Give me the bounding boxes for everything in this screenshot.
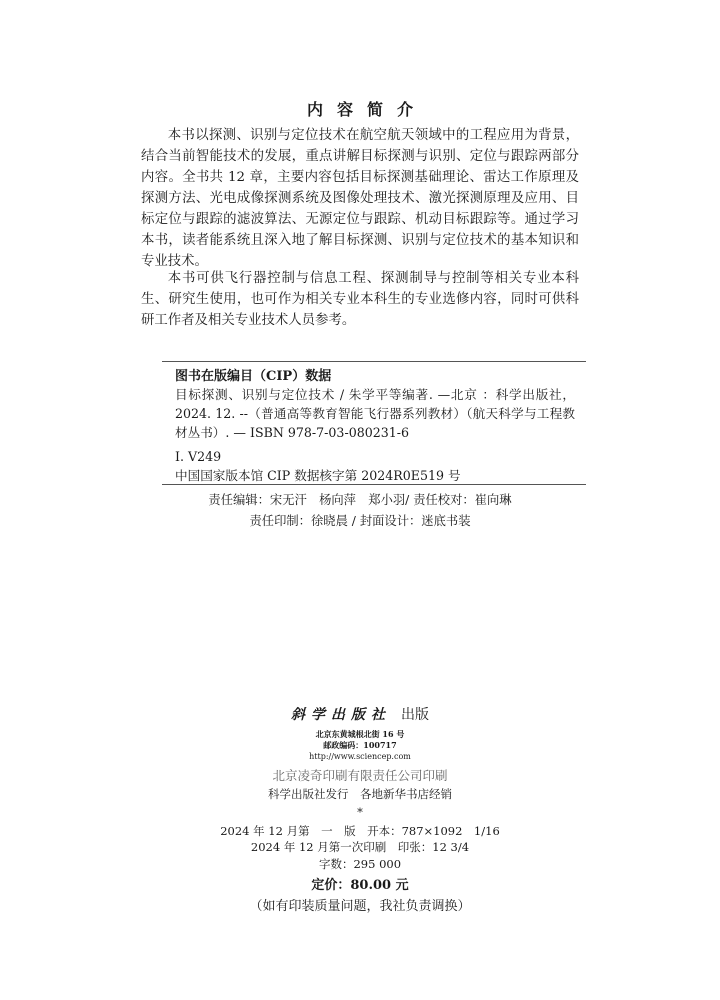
cip-heading: 图书在版编目（CIP）数据 <box>175 369 332 384</box>
publisher-suffix: 出版 <box>401 707 429 723</box>
cip-classification: Ⅰ. V249 <box>175 449 222 464</box>
cip-bottom-divider <box>162 484 586 485</box>
separator-star: * <box>357 805 363 819</box>
intro-text-1: 本书以探测、识别与定位技术在航空航天领域中的工程应用为背景，结合当前智能技术的发展，重点讲解目标探测与识别、定位与跟踪两部分内容。全书共 12 章，主要内容包括目标探测基础理论、雷达工作原理及探测方法、光电成像探测系统及图像处理技术、激光探测原理及应用、目标定位与跟踪的滤波算法、无源定位与跟踪、机动目标跟踪等。通过学习本书，读者能系统且深入地了解目标探测、识别与定位技术的基本知识和专业技术。 <box>141 128 579 269</box>
printing-info: 2024 年 12 月第一次印刷 印张：12 3/4 <box>250 840 470 854</box>
intro-paragraph-2 <box>141 268 579 331</box>
cip-record-number: 中国国家版本馆 CIP 数据核字第 2024R0E519 号 <box>175 468 461 483</box>
intro-paragraph-1 <box>141 125 579 272</box>
edition-info: 2024 年 12 月第 一 版 开本：787×1092 1/16 <box>220 824 500 838</box>
cip-top-divider <box>162 361 586 362</box>
publisher-line <box>0 704 720 724</box>
intro-text-2: 本书可供飞行器控制与信息工程、探测制导与控制等相关专业本科生、研究生使用，也可作为相关专业本科生的专业选修内容，同时可供科研工作者及相关专业技术人员参考。 <box>141 271 579 328</box>
publisher-address: 北京东黄城根北街 16 号 <box>315 729 405 739</box>
cip-record-body: 目标探测、识别与定位技术 / 朱学平等编著. —北京 ：科学出版社，2024. 12. --（普通高等教育智能飞行器系列教材）（航天科学与工程教材丛书）. — ISBN 978-7-03-080231-6 <box>175 387 575 440</box>
publisher-postcode: 邮政编码：100717 <box>323 740 397 750</box>
credits-production: 责任印制：徐晓晨 / 封面设计：迷底书装 <box>249 514 471 528</box>
distribution: 科学出版社发行 各地新华书店经销 <box>268 787 452 801</box>
word-count: 字数：295 000 <box>318 857 402 871</box>
quality-notice: （如有印装质量问题，我社负责调换） <box>249 899 471 914</box>
credits-editors: 责任编辑：宋无汗 杨向萍 郑小羽/ 责任校对：崔向琳 <box>208 493 512 507</box>
publisher-logo: 斜学出版社 <box>291 707 391 723</box>
printer: 北京凌奇印刷有限责任公司印刷 <box>272 768 448 783</box>
page-title: 内容简介 <box>306 100 427 119</box>
publisher-url: http://www.sciencep.com <box>309 752 411 761</box>
price: 定价：80.00 元 <box>311 878 409 893</box>
